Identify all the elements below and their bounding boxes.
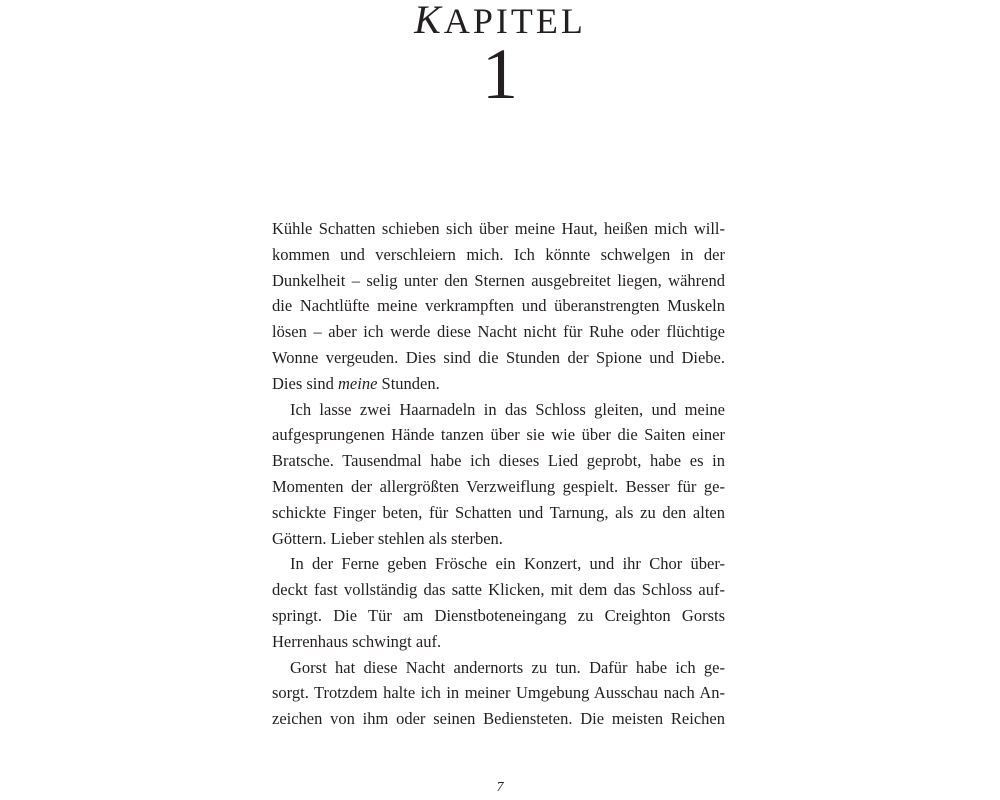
paragraph-2 [272,397,725,552]
emphasized-word: meine [338,373,378,393]
text-line: Bratsche. Tausendmal habe ich dieses Lied geprobt, habe es in [272,451,725,471]
chapter-title-initial: K [414,0,444,42]
text-line: Ich lasse zwei Haarnadeln in das Schloss gleiten, und meine [290,399,725,419]
paragraph-3 [272,551,725,654]
paragraph-4 [272,655,725,732]
chapter-title-rest: APITEL [443,1,586,41]
text-line: kommen und verschleiern mich. Ich könnte schwelgen in der [272,244,725,264]
text-line: lösen – aber ich werde diese Nacht nicht für Ruhe oder flüchtige [272,322,725,342]
text-line: aufgesprungenen Hände tanzen über sie wie über die Saiten einer [272,425,725,445]
page-number: 7 [496,780,504,795]
text-line: die Nachtlüfte meine verkrampften und überanstrengten Muskeln [272,296,725,316]
text-line: schickte Finger beten, für Schatten und Tarnung, als zu den alten [272,502,725,522]
chapter-number: 1 [482,34,518,114]
text-run: Stunden. [377,373,440,393]
text-line: Göttern. Lieber stehlen als sterben. [272,528,503,548]
text-run: Dies sind [272,373,338,393]
text-line: springt. Die Tür am Dienstboteneingang zu Creighton Gorsts [272,605,725,625]
text-line: Dunkelheit – selig unter den Sternen ausgebreitet liegen, während [272,270,725,290]
text-line: zeichen von ihm oder seinen Bediensteten. Die meisten Reichen [272,709,725,729]
text-line: Momenten der allergrößten Verzweiflung gespielt. Besser für ge- [272,476,725,496]
text-line [272,371,725,397]
text-line: sorgt. Trotzdem halte ich in meiner Umgebung Ausschau nach An- [272,683,725,703]
text-line: Wonne vergeuden. Dies sind die Stunden der Spione und Diebe. [272,347,725,367]
text-line: Gorst hat diese Nacht andernorts zu tun. Dafür habe ich ge- [290,657,725,677]
text-line: Kühle Schatten schieben sich über meine Haut, heißen mich will- [272,219,725,238]
paragraph-1 [272,216,725,397]
body-text [272,216,725,732]
text-line: deckt fast vollständig das satte Klicken, mit dem das Schloss auf- [272,580,725,600]
text-line: In der Ferne geben Frösche ein Konzert, und ihr Chor über- [290,554,725,574]
text-line: Herrenhaus schwingt auf. [272,631,442,651]
